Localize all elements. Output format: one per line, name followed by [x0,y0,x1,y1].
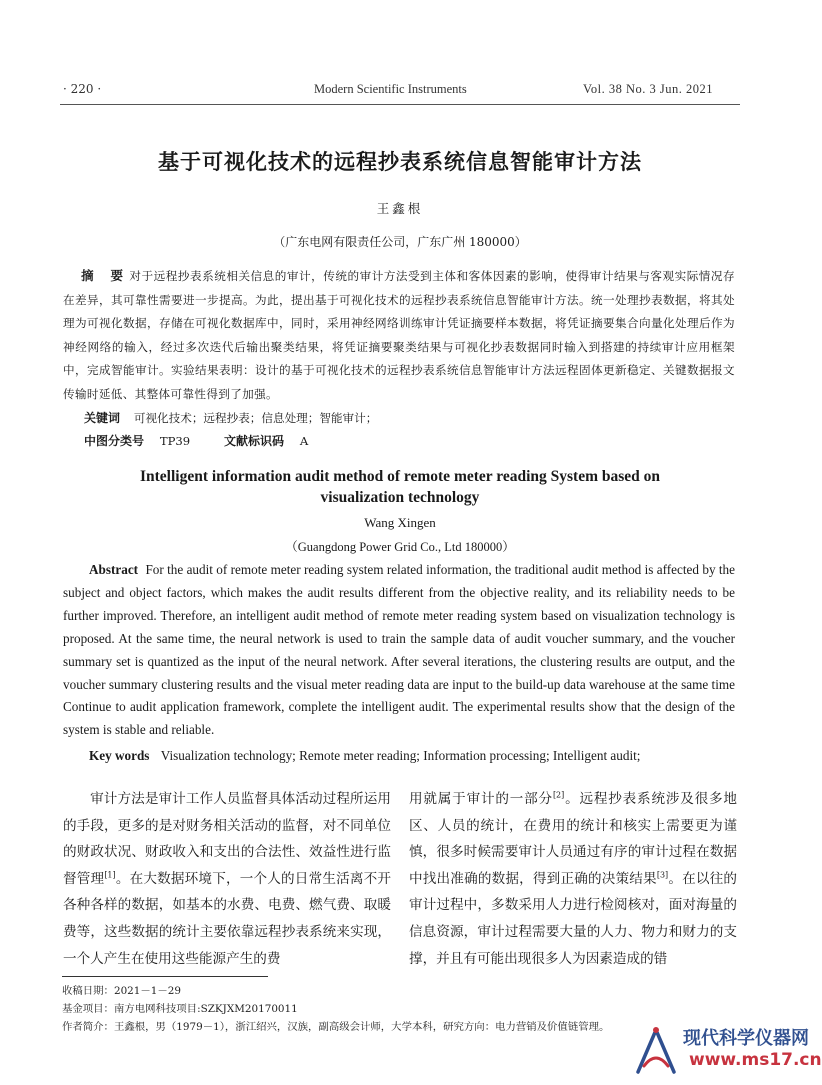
footnote-rule [62,976,268,977]
author-en: Wang Xingen [364,515,436,530]
body-left-p1: 审计方法是审计工作人员监督具体活动过程所运用的手段，更多的是对财务相关活动的监督，对不同单位的财政状况、财政收入和支出的合法性、效益性进行监督管理 [63,791,391,887]
footnote-received: 收稿日期：2021－1－29 [62,985,182,997]
title-cn: 基于可视化技术的远程抄表系统信息智能审计方法 [158,149,642,174]
footnote-fund: 基金项目：南方电网科技项目:SZKJXM20170011 [62,1003,298,1015]
journal-name: Modern Scientific Instruments [314,82,467,96]
classification [84,432,308,449]
abstract-cn [63,264,735,407]
keywords-en-label: Key words [89,748,150,763]
body-right-p1: 用就属于审计的一部分 [409,791,553,807]
doc-code-label: 文献标识码 [223,434,284,448]
clc-label: 中图分类号 [84,434,145,448]
abstract-en-text: For the audit of remote meter reading system related information, the traditional audit method is affected by the subject and object factors, which makes the audit results different from the objective reality, and its reliability needs to be further improved. Therefore, an intelligent audit method of remote meter reading system based on visualization technology is proposed. At the same time, the neural network is used to train the sample data of audit voucher summary, and the voucher summary set is quantized as the input of the neural network. After several iterations, the clustering results are output, and the voucher summary clustering results and the visual meter reading data are input to the build-up data warehouse at the same time Continue to audit application framework, complete the intelligent audit. The experimental results show that the design of the system is stable and reliable. [63,562,735,738]
title-en [60,466,740,508]
keywords-cn-label: 关键词 [84,411,121,425]
abstract-en [63,559,735,742]
body-right-p3: 。在以往的审计过程中，多数采用人力进行检阅核对，面对海量的信息资源，审计过程需要大量的人力、物力和财力的支撑，并且有可能出现很多人为因素造成的错 [409,870,738,967]
affiliation-cn: （广东电网有限责任公司，广东广州 180000） [273,235,527,249]
title-en-line1: Intelligent information audit method of remote meter reading System based on [139,468,661,485]
body-right-p2: 。远程抄表系统涉及很多地区、人员的统计，在费用的统计和核实上需要更为谨慎，很多时候需要审计人员通过有序的审计过程在数据中找出准确的数据，得到正确的决策结果 [409,791,738,887]
watermark-name: 现代科学仪器网 [683,1028,809,1049]
keywords-cn-text: 可视化技术；远程抄表；信息处理；智能审计； [133,411,378,425]
title-en-line2: visualization technology [320,489,480,506]
citation-1: [1] [104,870,116,880]
citation-2: [2] [552,790,565,800]
body-left-p2: 。在大数据环境下，一个人的日常生活离不开各种各样的数据，如基本的水费、电费、燃气费、取暖费等，这些数据的统计主要依靠远程抄表系统来实现，一个人产生在使用这些能源产生的费 [63,870,392,967]
body-column-left [63,786,391,972]
keywords-en [89,748,640,764]
footnote-author-info: 作者简介：王鑫根，男（1979－1），浙江绍兴，汉族，副高级会计师，大学本科，研究方向：电力营销及价值链管理。 [62,1021,610,1033]
keywords-en-text: Visualization technology; Remote meter reading; Information processing; Intelligent audit; [160,748,641,763]
header-rule [60,104,740,105]
doc-code-value: A [299,434,309,448]
citation-3: [3] [656,870,669,880]
abstract-en-label: Abstract [89,562,139,577]
affiliation-en: （Guangdong Power Grid Co., Ltd 180000） [285,540,515,554]
body-column-right [409,786,737,972]
watermark-url: www.ms17.cn [689,1050,822,1070]
issue-info: Vol. 38 No. 3 Jun. 2021 [583,82,714,96]
author-cn: 王鑫根 [376,201,424,216]
abstract-cn-label: 摘 要 [81,268,126,283]
page-number: · 220 · [63,82,102,96]
clc-value: TP39 [159,434,191,448]
abstract-cn-text: 对于远程抄表系统相关信息的审计，传统的审计方法受到主体和客体因素的影响，使得审计结果与客观实际情况存在差异，其可靠性需要进一步提高。为此，提出基于可视化技术的远程抄表系统信息智能审计方法。统一处理抄表数据，将其处理为可视化数据，存储在可视化数据库中，同时，采用神经网络训练审计凭证摘要样本数据，将凭证摘要集合向量化处理后作为神经网络的输入，经过多次迭代后输出聚类结果，将凭证摘要聚类结果与可视化抄表数据同时输入到搭建的持续审计应用框架中，完成智能审计。实验结果表明：设计的基于可视化技术的远程抄表系统信息智能审计方法远程固体更新稳定、关键数据报文传输时延低、其整体可靠性得到了加强。 [63,269,735,401]
keywords-cn [84,409,377,426]
